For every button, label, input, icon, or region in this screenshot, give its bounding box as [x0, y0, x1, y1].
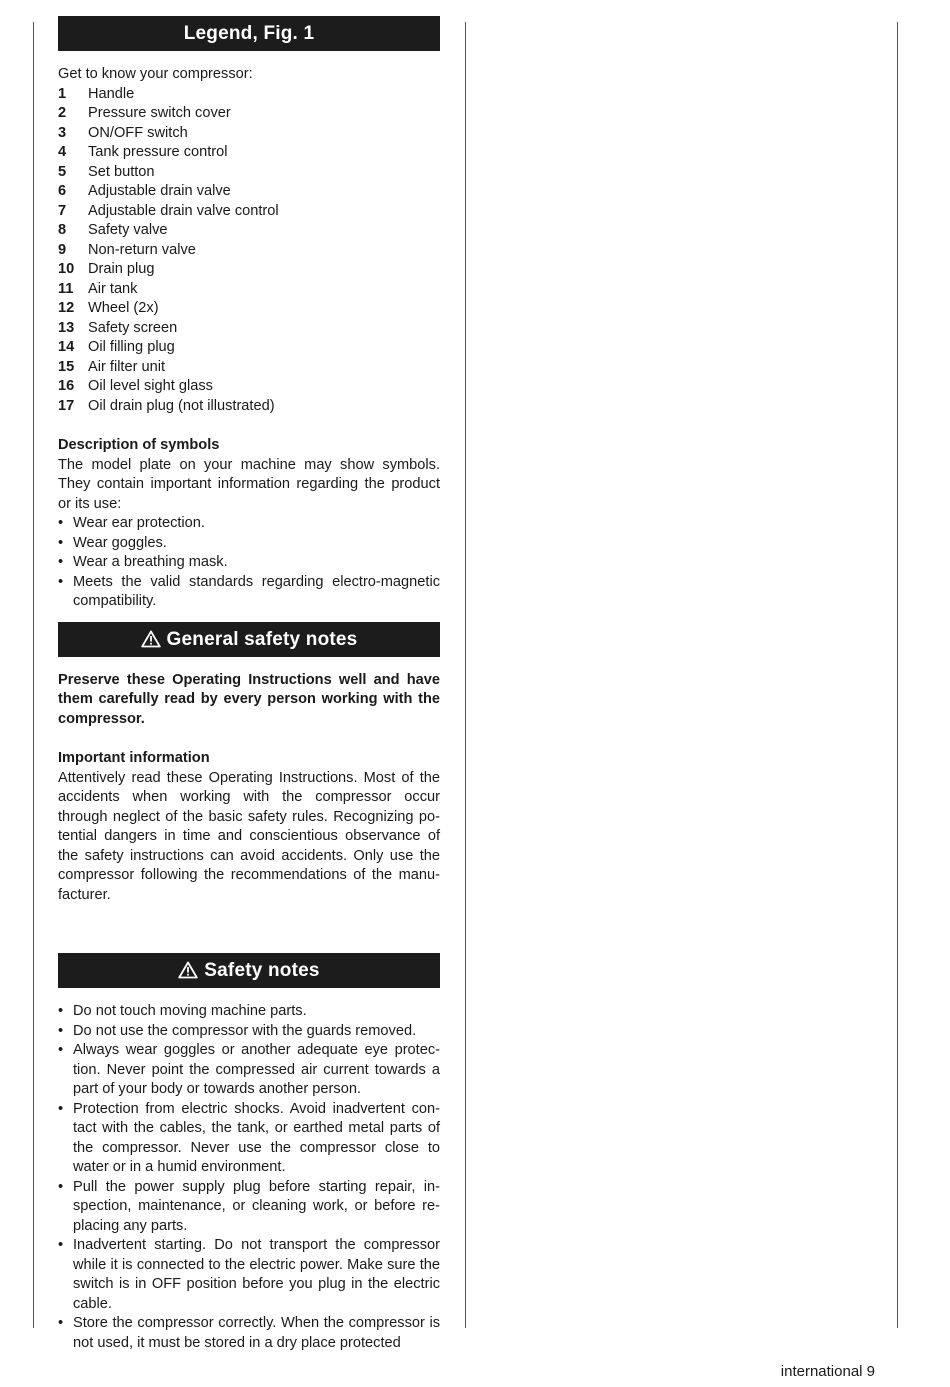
- legend-item-number: 11: [58, 280, 74, 297]
- important-info-text: Attentively read these Operating Instructions. Most of the accidents when working with the compressor occur through neglect of the basic safety rules. Recognizing po-tential dangers in time and conscientious observance of the safety instructions can avoid accidents. Only use the compressor following the recommendations of the manu-facturer.: [58, 769, 440, 903]
- right-margin-rule: [897, 22, 898, 1328]
- legend-item: [58, 319, 440, 339]
- bullet-dot: •: [58, 1100, 64, 1117]
- symbol-bullet: [58, 573, 440, 612]
- legend-item: [58, 397, 440, 417]
- legend-item-label: Handle: [88, 85, 135, 102]
- legend-item-number: 9: [58, 241, 67, 258]
- safety-note-bullet-text: Protection from electric shocks. Avoid inadvertent con-tact with the cables, the tank, or earthed metal parts of the compressor. Never use the compressor close to water or in a humid environment.: [73, 1100, 440, 1175]
- safety-note-bullet-text: Do not use the compressor with the guards removed.: [73, 1022, 417, 1039]
- warning-triangle-icon: [178, 956, 198, 991]
- legend-item: [58, 104, 440, 124]
- legend-item-number: 13: [58, 319, 75, 336]
- legend-item-label: Air tank: [88, 280, 138, 297]
- legend-item-number: 14: [58, 339, 75, 355]
- safety-note-bullet-text: Inadvertent starting. Do not transport the compressor while it is connected to the electric power. Make sure the switch is in OFF position before you plug in the electric cable.: [73, 1237, 440, 1312]
- bullet-dot: •: [58, 573, 64, 590]
- legend-item-number: 15: [58, 358, 75, 375]
- safety-notes-title-bar: [58, 953, 440, 988]
- safety-note-bullet-text: Always wear goggles or another adequate eye protec-tion. Never point the compressed air current towards a part of your body or towards another person.: [73, 1042, 440, 1097]
- legend-item-label: Air filter unit: [88, 358, 166, 375]
- safety-notes-list: [58, 1002, 440, 1353]
- bullet-dot: •: [58, 1237, 64, 1253]
- legend-item-label: Oil filling plug: [88, 339, 175, 355]
- symbol-bullet: [58, 534, 440, 554]
- symbol-bullet-text: Meets the valid standards regarding electro-magnetic compatibility.: [73, 573, 440, 609]
- symbols-heading: Description of symbols: [58, 437, 220, 453]
- legend-item-label: Adjustable drain valve control: [88, 202, 279, 219]
- general-safety-intro: Preserve these Operating Instructions well and have them carefully read by every person working with the compressor.: [58, 671, 440, 727]
- legend-list: [58, 85, 440, 417]
- legend-item-label: Oil drain plug (not illustrated): [88, 397, 275, 414]
- column-divider-rule: [465, 22, 466, 1328]
- bullet-dot: •: [58, 534, 64, 551]
- legend-item-number: 1: [58, 85, 67, 102]
- symbol-bullet-text: Wear a breathing mask.: [73, 554, 228, 570]
- legend-item-label: Non-return valve: [88, 241, 196, 258]
- safety-notes-title: Safety notes: [204, 960, 320, 981]
- symbols-text: The model plate on your machine may show symbols. They contain important information regarding the product or its use:: [58, 456, 440, 512]
- legend-item-number: 16: [58, 378, 75, 394]
- page-number: international 9: [780, 1363, 875, 1380]
- legend-intro: Get to know your compressor:: [58, 66, 253, 82]
- safety-note-bullet-text: Do not touch moving machine parts.: [73, 1003, 307, 1019]
- legend-item-label: ON/OFF switch: [88, 124, 188, 141]
- bullet-dot: •: [58, 1042, 64, 1058]
- left-column: [58, 16, 440, 1353]
- legend-item: [58, 182, 440, 202]
- legend-item-number: 8: [58, 222, 67, 238]
- bullet-dot: •: [58, 1003, 64, 1019]
- legend-item: [58, 143, 440, 163]
- legend-item: [58, 221, 440, 241]
- bullet-dot: •: [58, 1315, 64, 1331]
- bullet-dot: •: [58, 1022, 64, 1039]
- legend-item-number: 4: [58, 144, 67, 160]
- safety-note-bullet: [58, 1178, 440, 1237]
- legend-item-number: 5: [58, 163, 67, 180]
- bullet-dot: •: [58, 1178, 64, 1195]
- safety-note-bullet: [58, 1100, 440, 1178]
- legend-item: [58, 377, 440, 397]
- legend-title-bar: [58, 16, 440, 51]
- safety-note-bullet: [58, 1314, 440, 1353]
- symbols-list: [58, 514, 440, 612]
- legend-item: [58, 358, 440, 378]
- legend-item: [58, 202, 440, 222]
- legend-item: [58, 85, 440, 105]
- legend-item-number: 10: [58, 261, 75, 277]
- legend-item-label: Drain plug: [88, 261, 155, 277]
- left-margin-rule: [33, 22, 34, 1328]
- legend-item-label: Set button: [88, 163, 155, 180]
- legend-item-label: Wheel (2x): [88, 300, 159, 316]
- legend-item-number: 12: [58, 300, 75, 316]
- bullet-dot: •: [58, 554, 64, 570]
- general-safety-title: General safety notes: [166, 628, 358, 650]
- bullet-dot: •: [58, 515, 64, 531]
- legend-item-number: 17: [58, 397, 75, 414]
- legend-item-label: Safety valve: [88, 222, 168, 238]
- legend-title: Legend, Fig. 1: [183, 23, 315, 44]
- safety-note-bullet: [58, 1002, 440, 1022]
- warning-triangle-icon: [141, 625, 161, 660]
- legend-item-number: 3: [58, 124, 67, 141]
- safety-note-bullet-text: Pull the power supply plug before starting repair, in-spection, maintenance, or cleaning work, or before re-placing any parts.: [73, 1178, 440, 1234]
- safety-note-bullet: [58, 1041, 440, 1100]
- legend-item-number: 2: [58, 105, 67, 121]
- symbol-bullet-text: Wear goggles.: [73, 534, 167, 551]
- safety-note-bullet: [58, 1022, 440, 1042]
- legend-item-label: Adjustable drain valve: [88, 183, 231, 199]
- legend-item: [58, 299, 440, 319]
- legend-item-number: 6: [58, 183, 67, 199]
- legend-item-label: Oil level sight glass: [88, 378, 213, 394]
- general-safety-title-bar: [58, 622, 440, 657]
- legend-item: [58, 124, 440, 144]
- legend-item: [58, 260, 440, 280]
- legend-item: [58, 280, 440, 300]
- important-info-heading: Important information: [58, 750, 210, 766]
- symbol-bullet: [58, 553, 440, 573]
- legend-item-label: Tank pressure control: [88, 144, 228, 160]
- legend-item-number: 7: [58, 202, 67, 219]
- safety-note-bullet-text: Store the compressor correctly. When the compressor is not used, it must be stored in a dry place protected: [73, 1315, 440, 1351]
- legend-item-label: Safety screen: [88, 319, 178, 336]
- legend-item: [58, 163, 440, 183]
- legend-item: [58, 241, 440, 261]
- legend-item: [58, 338, 440, 358]
- legend-item-label: Pressure switch cover: [88, 105, 231, 121]
- symbol-bullet-text: Wear ear protection.: [73, 515, 205, 531]
- safety-note-bullet: [58, 1236, 440, 1314]
- symbol-bullet: [58, 514, 440, 534]
